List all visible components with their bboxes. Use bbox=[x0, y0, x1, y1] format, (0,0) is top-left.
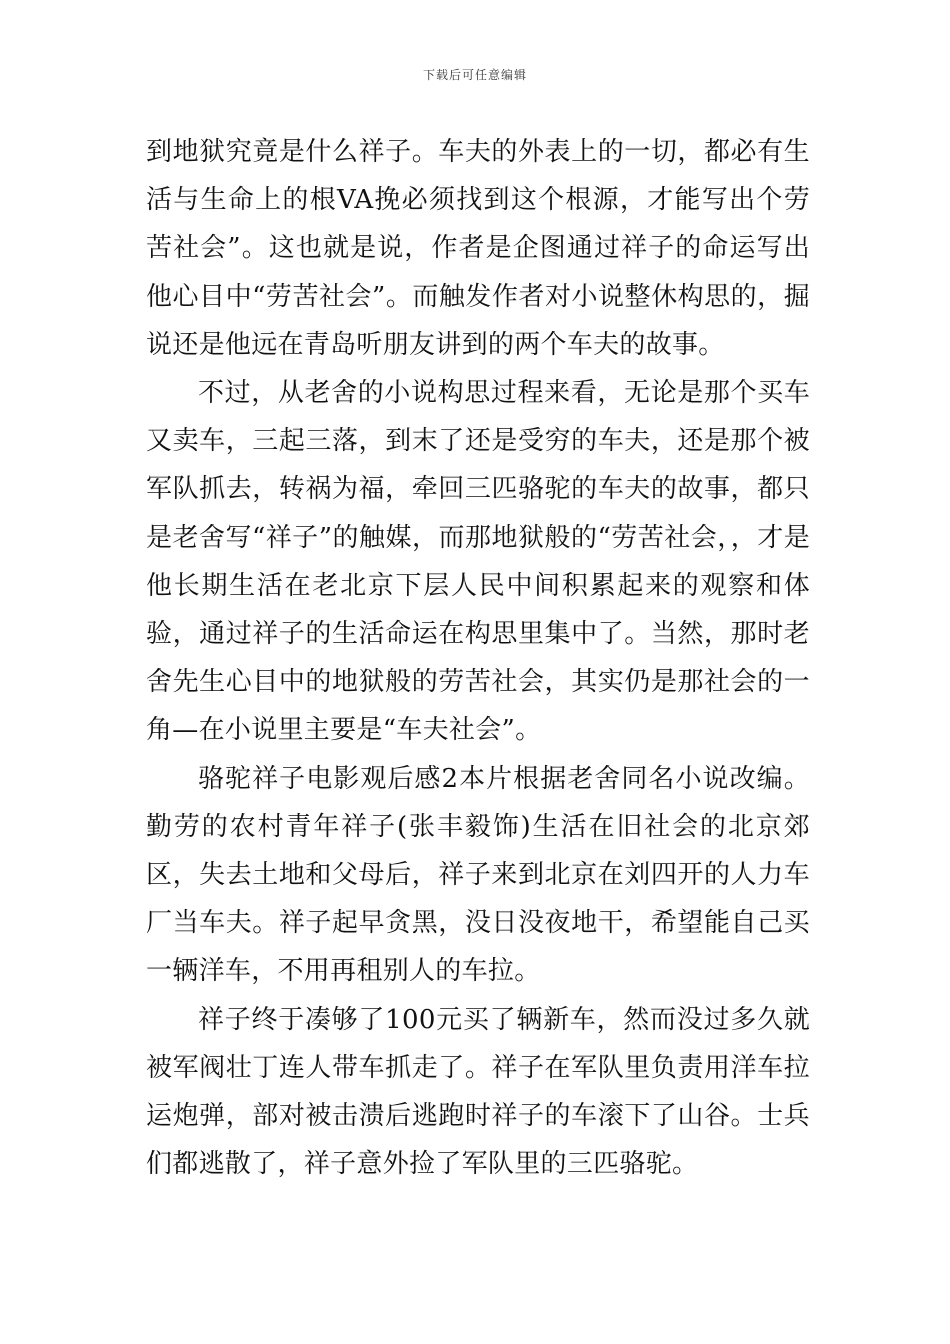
document-body bbox=[146, 128, 810, 1188]
page-header-note: 下载后可任意编辑 bbox=[422, 68, 527, 82]
paragraph: 骆驼祥子电影观后感2本片根据老舍同名小说改编。勤劳的农村青年祥子(张丰毅饰)生活在旧社会的北京郊区，失去土地和父母后，祥子来到北京在刘四开的人力车厂当车夫。祥子起早贪黑，没日没夜地干，希望能自己买一辆洋车，不用再租别人的车拉。 bbox=[146, 763, 810, 987]
paragraph: 祥子终于凑够了100元买了辆新车，然而没过多久就被军阀壮丁连人带车抓走了。祥子在军队里负责用洋车拉运炮弹，部对被击溃后逃跑时祥子的车滚下了山谷。士兵们都逃散了，祥子意外捡了军队里的三匹骆驼。 bbox=[146, 1004, 810, 1180]
paragraph: 不过，从老舍的小说构思过程来看，无论是那个买车又卖车，三起三落，到末了还是受穷的车夫，还是那个被军队抓去，转祸为福，牵回三匹骆驼的车夫的故事，都只是老舍写“祥子”的触媒，而那地狱般的“劳苦社会，，才是他长期生活在老北京下层人民中间积累起来的观察和体验，通过祥子的生活命运在构思里集中了。当然，那时老舍先生心目中的地狱般的劳苦社会，其实仍是那社会的一角—在小说里主要是“车夫社会”。 bbox=[146, 378, 810, 746]
paragraph-continuation: 到地狱究竟是什么祥子。车夫的外表上的一切，都必有生活与生命上的根VA挽必须找到这个根源，才能写出个劳苦社会”。这也就是说，作者是企图通过祥子的命运写出他心目中“劳苦社会”。而触发作者对小说整休构思的，掘说还是他远在青岛听朋友讲到的两个车夫的故事。 bbox=[146, 137, 810, 360]
